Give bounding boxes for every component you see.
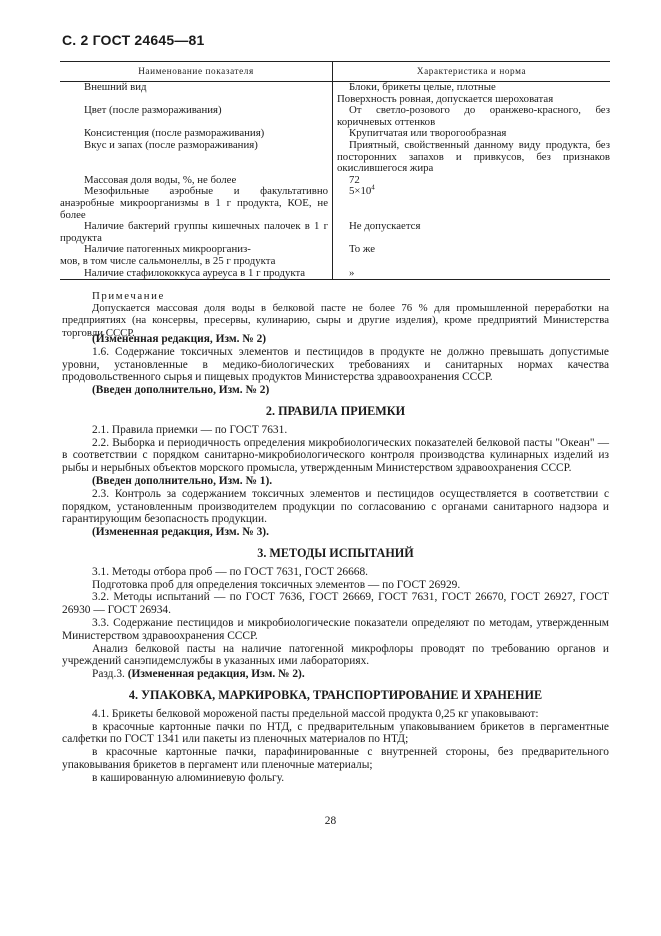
row-name: Внешний вид (60, 82, 333, 106)
row-value (333, 183, 611, 221)
row-value: Приятный, свойственный данному виду продукта, без посторонних запахов и привкусов, без признаков окислившегося жира (337, 138, 610, 175)
paragraph-4-1b: в красочные картонные пачки, парафинированные с внутренней стороны, без предварительного упаковывания брикетов в пергамент или пленочные материалы; (62, 746, 609, 771)
main-text (62, 333, 609, 785)
row-value-exponent: 4 (371, 183, 375, 192)
paragraph-1-6: 1.6. Содержание токсичных элементов и пестицидов в продукте не должно превышать допустимые уровни, установленные в медико-биологических требованиях и санитарных нормах качества продовольственного сырья и пищевых продуктов Министерства здравоохранения СССР. (62, 345, 609, 384)
note-text: Допускается массовая доля воды в белковой пасте не более 76 % для промышленной переработки на предприятиях (на консервы, пресервы, кулинарию, сыры и другие изделия), кроме предприятий Министерства торговли СССР. (62, 302, 609, 339)
table-row (60, 268, 610, 280)
edit-note: (Измененная редакция, Изм. № 2). (127, 668, 305, 681)
table-row (60, 105, 610, 128)
row-value-base: 5×10 (349, 185, 372, 198)
table-row (60, 186, 610, 221)
section-3-edit-line (62, 668, 609, 681)
paragraph-4-1c: в кашированную алюминиевую фольгу. (92, 771, 285, 784)
row-name: Вкус и запах (после размораживания) (60, 140, 333, 175)
paragraph-2-2: 2.2. Выборка и периодичность определения микробиологических показателей белковой пасты "Океан" — в соответствии с порядком санитарно-микробиологического контроля производства кулинарных изделий из рыбы и нерыбных объектов морского промысла, утвержденным Министерством здравоохранения СССР. (62, 436, 609, 475)
paragraph-3-1b: Подготовка проб для определения токсичных элементов — по ГОСТ 26929. (92, 578, 461, 591)
row-name-line: мов, в том числе сальмонеллы, в 25 г продукта (60, 254, 276, 267)
row-name-line: Наличие патогенных микроорганиз- (84, 243, 251, 256)
table-row (60, 244, 610, 267)
row-name: Наличие стафилококкуса ауреуса в 1 г продукта (60, 268, 333, 280)
row-value: Крупитчатая или творогообразная (349, 127, 507, 140)
table-row (60, 140, 610, 175)
row-name: Массовая доля воды, %, не более (60, 175, 333, 187)
section-heading-4: 4. УПАКОВКА, МАРКИРОВКА, ТРАНСПОРТИРОВАНИЕ И ХРАНЕНИЕ (128, 687, 543, 702)
paragraph-4-1a: в красочные картонные пачки по НТД, с предварительным упаковыванием брикетов в пергаментные салфетки по ГОСТ 1341 или пакеты из пленочных материалов по НТД; (62, 720, 609, 746)
note-label: Примечание (92, 290, 165, 302)
col-header-value: Характеристика и норма (333, 62, 611, 82)
paragraph-4-1: 4.1. Брикеты белковой мороженой пасты предельной массой продукта 0,25 кг упаковывают: (92, 707, 539, 720)
razd-prefix: Разд.3. (92, 668, 125, 681)
note-block (62, 290, 609, 339)
table-row (60, 82, 610, 106)
paragraph-3-2: 3.2. Методы испытаний — по ГОСТ 7636, ГОСТ 26669, ГОСТ 7631, ГОСТ 26670, ГОСТ 26927, ГОСТ 26930 — ГОСТ 26934. (62, 591, 609, 617)
row-value: » (333, 268, 611, 280)
paragraph-2-3: 2.3. Контроль за содержанием токсичных элементов и пестицидов осуществляется в соответствии с порядком, установленным производителем продукции по согласованию с органами санитарного надзора и гарантирующим безопасность продукции. (62, 487, 609, 526)
row-value: Не допускается (349, 220, 421, 233)
paragraph-2-1: 2.1. Правила приемки — по ГОСТ 7631. (92, 423, 288, 436)
table-header-row (60, 62, 610, 82)
spec-table (60, 61, 610, 280)
paragraph-3-1: 3.1. Методы отбора проб — по ГОСТ 7631, ГОСТ 26668. (92, 565, 369, 578)
row-name (60, 244, 333, 267)
edit-note: (Измененная редакция, Изм. № 2) (92, 333, 267, 345)
row-value: От светло-розового до оранжево-красного, без коричневых оттенков (337, 104, 610, 128)
row-value-line: Блоки, брикеты целые, плотные (349, 81, 496, 93)
page-header: С. 2 ГОСТ 24645—81 (62, 32, 205, 48)
row-name: Наличие бактерий группы кишечных палочек в 1 г продукта (60, 221, 333, 244)
paragraph-3-3: 3.3. Содержание пестицидов и микробиологические показатели определяют по методам, утвержденным Министерством здравоохранения СССР. (62, 616, 609, 642)
row-value: То же (349, 243, 375, 256)
paragraph-3-3b: Анализ белковой пасты на наличие патогенной микрофлоры проводят по требованию органов и учреждений санэпидемслужбы в указанных ими лабораториях. (62, 642, 609, 668)
col-header-name: Наименование показателя (60, 62, 333, 82)
table-row (60, 221, 610, 244)
row-name: Мезофильные аэробные и факультативно анаэробные микроорганизмы в 1 г продукта, КОЕ, не более (60, 186, 333, 221)
edit-note: (Введен дополнительно, Изм. № 1). (92, 474, 273, 487)
row-name: Консистенция (после размораживания) (60, 128, 333, 140)
section-heading-2: 2. ПРАВИЛА ПРИЕМКИ (265, 403, 406, 418)
section-heading-3: 3. МЕТОДЫ ИСПЫТАНИЙ (257, 545, 414, 560)
row-value-line: Поверхность ровная, допускается шероховатая (337, 92, 554, 105)
row-name: Цвет (после размораживания) (60, 105, 333, 128)
row-value: 72 (349, 173, 360, 186)
edit-note: (Введен дополнительно, Изм. № 2) (92, 384, 270, 397)
row-value (333, 82, 611, 106)
edit-note: (Измененная редакция, Изм. № 3). (92, 526, 269, 539)
page-number: 28 (324, 815, 337, 827)
